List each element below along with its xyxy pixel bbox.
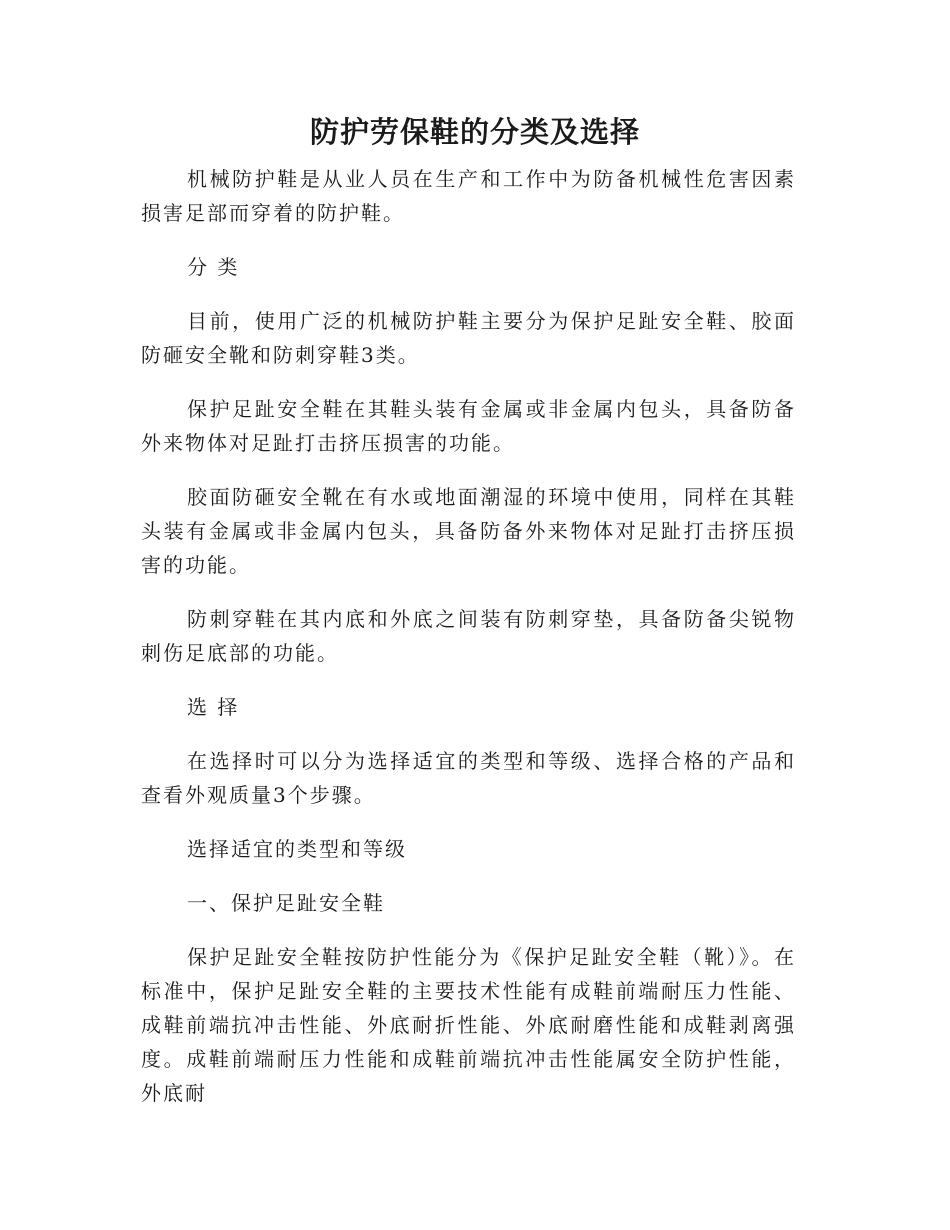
paragraph-rubber-boot: 胶面防砸安全靴在有水或地面潮湿的环境中使用，同样在其鞋头装有金属或非金属内包头，具备防备外来物体对足趾打击挤压损害的功能。: [141, 485, 796, 577]
paragraph-puncture-proof-shoe: 防刺穿鞋在其内底和外底之间装有防刺穿垫，具备防备尖锐物刺伤足底部的功能。: [141, 607, 796, 665]
paragraph-classification-overview: 目前，使用广泛的机械防护鞋主要分为保护足趾安全鞋、胶面防砸安全靴和防刺穿鞋3类。: [141, 309, 796, 367]
section-heading-selection: 选 择: [187, 695, 240, 719]
section-heading-classification: 分 类: [187, 255, 240, 279]
subheading-type-and-grade: 选择适宜的类型和等级: [187, 837, 407, 861]
paragraph-intro: 机械防护鞋是从业人员在生产和工作中为防备机械性危害因素损害足部而穿着的防护鞋。: [141, 167, 796, 225]
document-body: [141, 162, 796, 1130]
paragraph-toe-safety-shoe: 保护足趾安全鞋在其鞋头装有金属或非金属内包头，具备防备外来物体对足趾打击挤压损害的功能。: [141, 397, 796, 455]
paragraph-toe-safety-standard: 保护足趾安全鞋按防护性能分为《保护足趾安全鞋（靴）》。在标准中，保护足趾安全鞋的主要技术性能有成鞋前端耐压力性能、成鞋前端抗冲击性能、外底耐折性能、外底耐磨性能和成鞋剥离强度。成鞋前端耐压力性能和成鞋前端抗冲击性能属安全防护性能，外底耐: [141, 945, 796, 1105]
subheading-toe-safety-shoe: 一、保护足趾安全鞋: [187, 891, 385, 915]
document-title: 防护劳保鞋的分类及选择: [309, 115, 640, 149]
paragraph-selection-steps: 在选择时可以分为选择适宜的类型和等级、选择合格的产品和查看外观质量3个步骤。: [141, 749, 796, 807]
